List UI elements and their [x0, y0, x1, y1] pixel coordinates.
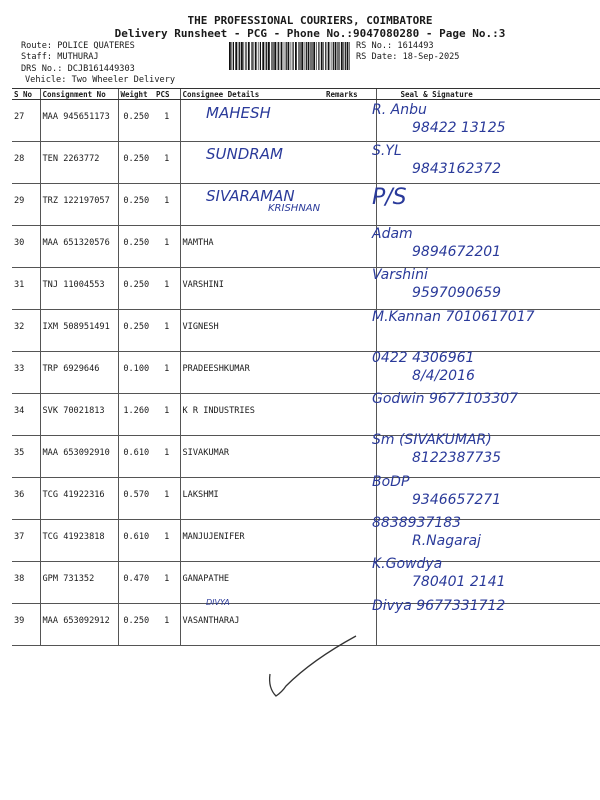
cell-consignment: GPM 731352: [40, 562, 118, 604]
cell-remarks: [324, 226, 376, 268]
handwritten-phone: 8122387735: [412, 450, 502, 467]
cell-consignment: MAA 653092910: [40, 436, 118, 478]
cell-sno: 34: [12, 394, 40, 436]
cell-weight: 0.100: [118, 352, 154, 394]
handwritten-signature: S.YL: [372, 143, 402, 160]
cell-pcs: 1: [154, 100, 180, 142]
cell-sno: 27: [12, 100, 40, 142]
document-subtitle: Delivery Runsheet - PCG - Phone No.:9047080280 - Page No.:3: [114, 27, 506, 40]
cell-weight: 0.250: [118, 226, 154, 268]
cell-sno: 32: [12, 310, 40, 352]
col-remarks: Remarks: [324, 89, 376, 100]
cell-sno: 30: [12, 226, 40, 268]
cell-consignee: GANAPATHE: [180, 562, 324, 604]
runsheet-table: [12, 88, 600, 646]
cell-weight: 1.260: [118, 394, 154, 436]
col-weight: Weight: [118, 89, 154, 100]
handwritten-phone: 780401 2141: [412, 574, 506, 591]
cell-pcs: 1: [154, 478, 180, 520]
handwritten-signature: Sm (SIVAKUMAR): [372, 432, 492, 449]
cell-pcs: 1: [154, 436, 180, 478]
table-row: [12, 226, 600, 268]
cell-sno: 31: [12, 268, 40, 310]
cell-consignee: MAMTHA: [180, 226, 324, 268]
cell-consignment: IXM 508951491: [40, 310, 118, 352]
cell-remarks: [324, 436, 376, 478]
cell-weight: 0.610: [118, 436, 154, 478]
cell-consignee: VIGNESH: [180, 310, 324, 352]
cell-consignee: VARSHINI: [180, 268, 324, 310]
cell-weight: 0.250: [118, 268, 154, 310]
cell-weight: 0.250: [118, 142, 154, 184]
cell-sno: 38: [12, 562, 40, 604]
table-row: [12, 100, 600, 142]
cell-pcs: 1: [154, 604, 180, 646]
cell-consignment: TRP 6929646: [40, 352, 118, 394]
cell-weight: 0.470: [118, 562, 154, 604]
cell-consignment: TCG 41923818: [40, 520, 118, 562]
handwritten-signature: 0422 4306961: [372, 349, 475, 366]
table-row: [12, 520, 600, 562]
handwritten-signature: Divya 9677331712: [372, 597, 506, 614]
handwritten-signature: Varshini: [372, 267, 428, 284]
handwritten-signature: M.Kannan 7010617017: [372, 308, 535, 325]
cell-pcs: 1: [154, 352, 180, 394]
cell-remarks: [324, 310, 376, 352]
col-consignee: Consignee Details: [180, 89, 324, 100]
cell-consignment: SVK 70021813: [40, 394, 118, 436]
cell-consignment: TEN 2263772: [40, 142, 118, 184]
cell-weight: 0.250: [118, 310, 154, 352]
handwritten-signature: Godwin 9677103307: [372, 391, 519, 408]
cell-consignee: LAKSHMI: [180, 478, 324, 520]
handwritten-tick-mark: [262, 632, 362, 700]
table-row: [12, 478, 600, 520]
cell-consignee: SIVAKUMAR: [180, 436, 324, 478]
cell-sno: 36: [12, 478, 40, 520]
handwritten-signature: K.Gowdya: [372, 556, 443, 573]
cell-pcs: 1: [154, 562, 180, 604]
handwritten-signature: 8838937183: [372, 515, 462, 531]
cell-weight: 0.250: [118, 100, 154, 142]
handwritten-consignee-line2: KRISHNAN: [268, 202, 321, 214]
handwritten-phone: 98422 13125: [412, 120, 506, 136]
handwritten-consignee: SUNDRAM: [206, 145, 283, 164]
cell-consignee: PRADEESHKUMAR: [180, 352, 324, 394]
handwritten-phone: 9894672201: [412, 243, 502, 260]
cell-pcs: 1: [154, 520, 180, 562]
cell-weight: 0.250: [118, 184, 154, 226]
cell-pcs: 1: [154, 142, 180, 184]
cell-remarks: [324, 562, 376, 604]
cell-pcs: 1: [154, 394, 180, 436]
cell-sno: 37: [12, 520, 40, 562]
route-label: Route: POLICE QUATERES: [21, 41, 135, 51]
cell-sno: 28: [12, 142, 40, 184]
cell-pcs: 1: [154, 184, 180, 226]
cell-consignment: MAA 653092912: [40, 604, 118, 646]
cell-seal: [376, 184, 600, 226]
cell-sno: 35: [12, 436, 40, 478]
table-row: [12, 562, 600, 604]
cell-weight: 0.610: [118, 520, 154, 562]
col-seal: Seal & Signature: [376, 89, 600, 100]
cell-remarks: [324, 268, 376, 310]
cell-consignment: MAA 945651173: [40, 100, 118, 142]
handwritten-signature: P/S: [372, 184, 407, 210]
handwritten-signature: Adam: [372, 225, 413, 242]
rs-date: RS Date: 18-Sep-2025: [356, 52, 460, 62]
handwritten-phone: 9843162372: [412, 161, 502, 178]
document-title: THE PROFESSIONAL COURIERS, COIMBATORE: [187, 14, 433, 27]
cell-sno: 33: [12, 352, 40, 394]
handwritten-signature: R. Anbu: [372, 102, 427, 118]
cell-consignee: MANJUJENIFER: [180, 520, 324, 562]
cell-consignment: MAA 651320576: [40, 226, 118, 268]
cell-pcs: 1: [154, 268, 180, 310]
cell-consignee: K R INDUSTRIES: [180, 394, 324, 436]
staff-label: Staff: MUTHURAJ: [21, 52, 99, 62]
cell-weight: 0.250: [118, 604, 154, 646]
col-consignment: Consignment No: [40, 89, 118, 100]
col-sno: S No: [12, 89, 40, 100]
cell-remarks: [324, 100, 376, 142]
cell-remarks: [324, 520, 376, 562]
vehicle-label: Vehicle: Two Wheeler Delivery: [25, 75, 176, 85]
col-pcs: PCS: [154, 89, 180, 100]
cell-remarks: [324, 142, 376, 184]
table-row: [12, 436, 600, 478]
handwritten-consignee: DIVYA: [206, 597, 230, 607]
handwritten-consignee: MAHESH: [206, 104, 271, 122]
cell-remarks: [324, 394, 376, 436]
table-row: [12, 352, 600, 394]
table-row: [12, 268, 600, 310]
table-header-row: [12, 89, 600, 100]
barcode-image: [229, 42, 351, 70]
handwritten-phone: R.Nagaraj: [412, 533, 481, 549]
cell-sno: 39: [12, 604, 40, 646]
handwritten-signature: BoDP: [372, 473, 410, 490]
cell-pcs: 1: [154, 226, 180, 268]
table-row: [12, 142, 600, 184]
cell-remarks: [324, 478, 376, 520]
cell-consignee: VASANTHARAJ: [180, 604, 324, 646]
cell-consignment: TRZ 122197057: [40, 184, 118, 226]
drs-number: DRS No.: DCJB161449303: [21, 64, 135, 74]
cell-remarks: [324, 352, 376, 394]
cell-pcs: 1: [154, 310, 180, 352]
cell-consignment: TCG 41922316: [40, 478, 118, 520]
rs-number: RS No.: 1614493: [356, 41, 434, 51]
cell-consignment: TNJ 11004553: [40, 268, 118, 310]
handwritten-phone: 8/4/2016: [412, 367, 475, 384]
handwritten-consignee: SIVARAMAN: [206, 186, 295, 205]
cell-weight: 0.570: [118, 478, 154, 520]
cell-remarks: [324, 184, 376, 226]
handwritten-phone: 9597090659: [412, 285, 502, 302]
cell-sno: 29: [12, 184, 40, 226]
handwritten-phone: 9346657271: [412, 491, 502, 508]
